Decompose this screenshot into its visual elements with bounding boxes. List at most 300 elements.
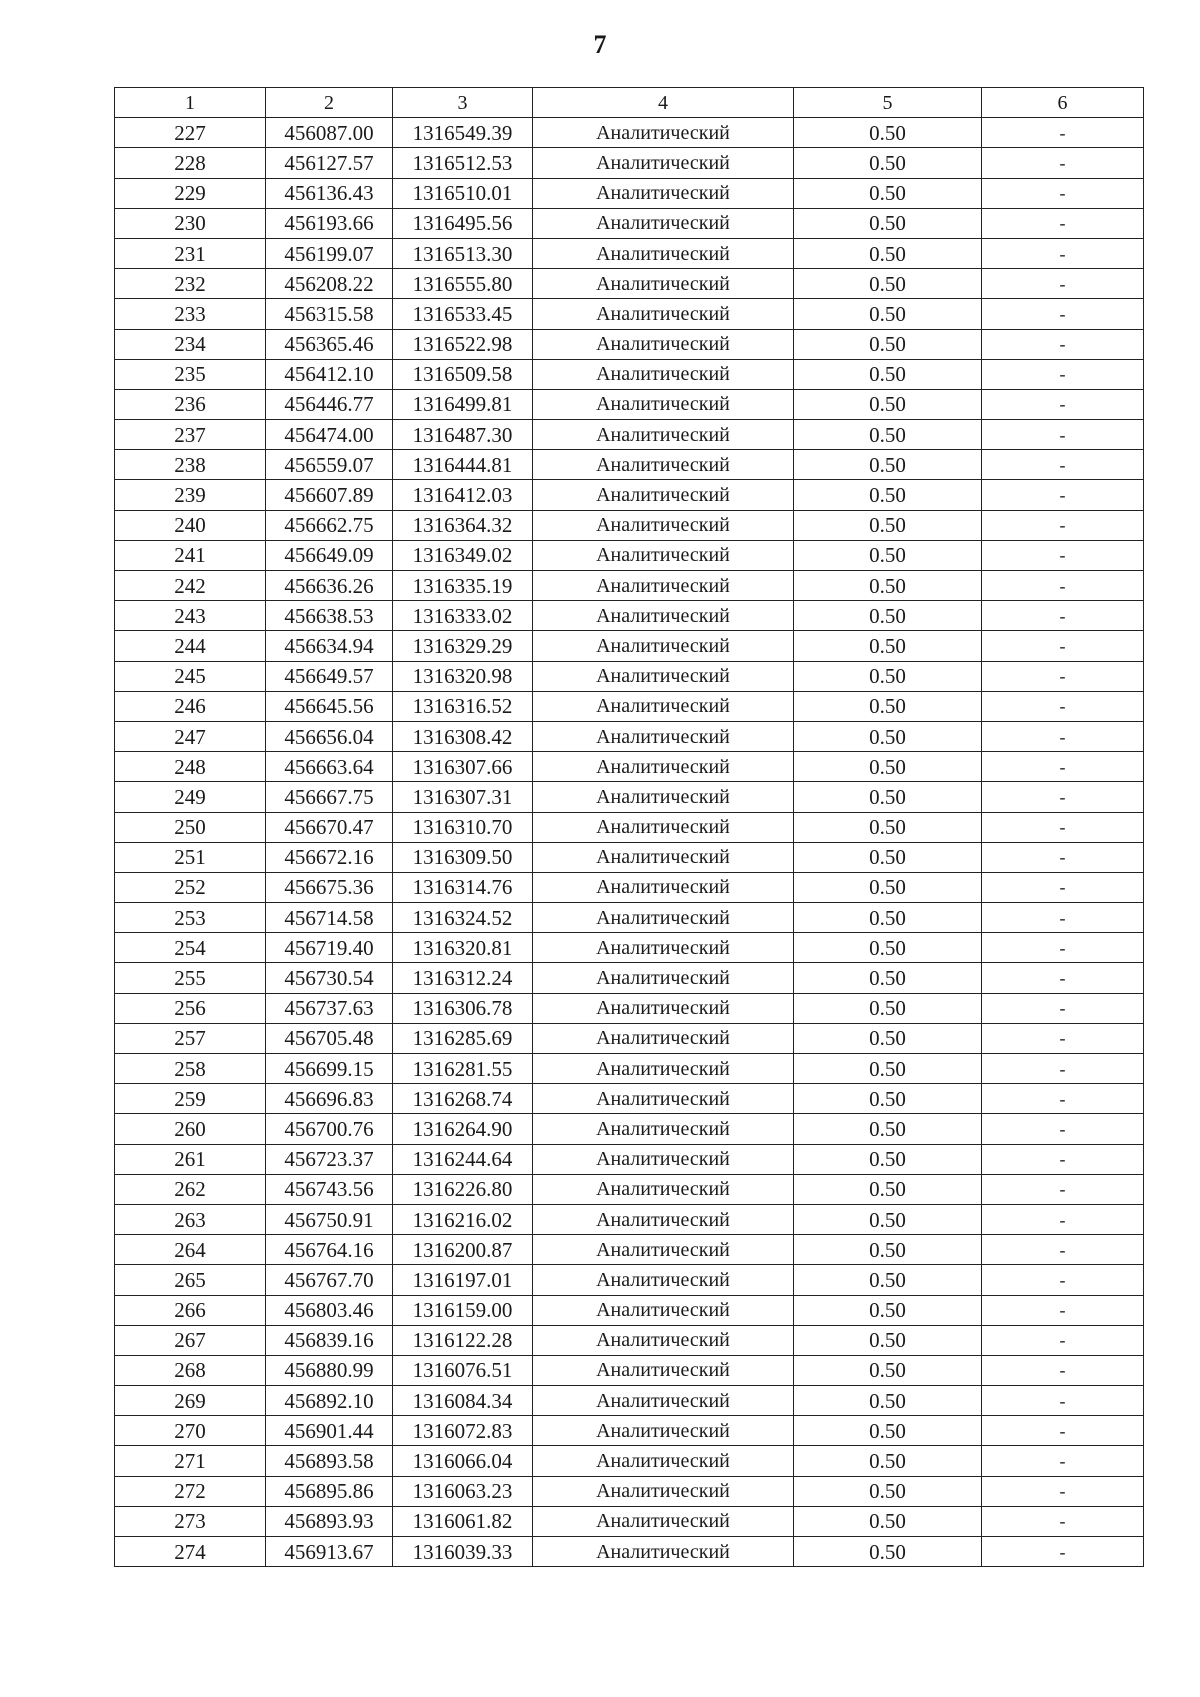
- y-coordinate-cell: 1316084.34: [393, 1386, 533, 1416]
- note-cell: -: [982, 208, 1144, 238]
- column-header: 2: [266, 88, 393, 118]
- method-cell: Аналитический: [533, 1537, 794, 1567]
- x-coordinate-cell: 456892.10: [266, 1386, 393, 1416]
- table-row: [115, 208, 1144, 238]
- accuracy-cell: 0.50: [794, 389, 982, 419]
- x-coordinate-cell: 456672.16: [266, 842, 393, 872]
- point-number-cell: 263: [115, 1204, 266, 1234]
- y-coordinate-cell: 1316509.58: [393, 359, 533, 389]
- table-row: [115, 571, 1144, 601]
- point-number-cell: 265: [115, 1265, 266, 1295]
- x-coordinate-cell: 456136.43: [266, 178, 393, 208]
- x-coordinate-cell: 456559.07: [266, 450, 393, 480]
- point-number-cell: 241: [115, 540, 266, 570]
- y-coordinate-cell: 1316510.01: [393, 178, 533, 208]
- accuracy-cell: 0.50: [794, 359, 982, 389]
- x-coordinate-cell: 456656.04: [266, 721, 393, 751]
- point-number-cell: 247: [115, 721, 266, 751]
- x-coordinate-cell: 456649.09: [266, 540, 393, 570]
- method-cell: Аналитический: [533, 782, 794, 812]
- note-cell: -: [982, 812, 1144, 842]
- point-number-cell: 234: [115, 329, 266, 359]
- note-cell: -: [982, 903, 1144, 933]
- x-coordinate-cell: 456839.16: [266, 1325, 393, 1355]
- x-coordinate-cell: 456723.37: [266, 1144, 393, 1174]
- note-cell: -: [982, 1144, 1144, 1174]
- y-coordinate-cell: 1316495.56: [393, 208, 533, 238]
- note-cell: -: [982, 963, 1144, 993]
- method-cell: Аналитический: [533, 1416, 794, 1446]
- point-number-cell: 232: [115, 269, 266, 299]
- y-coordinate-cell: 1316320.98: [393, 661, 533, 691]
- accuracy-cell: 0.50: [794, 1295, 982, 1325]
- table-row: [115, 1537, 1144, 1567]
- y-coordinate-cell: 1316349.02: [393, 540, 533, 570]
- method-cell: Аналитический: [533, 963, 794, 993]
- table-row: [115, 299, 1144, 329]
- column-header: 5: [794, 88, 982, 118]
- point-number-cell: 244: [115, 631, 266, 661]
- x-coordinate-cell: 456645.56: [266, 691, 393, 721]
- note-cell: -: [982, 1386, 1144, 1416]
- accuracy-cell: 0.50: [794, 1084, 982, 1114]
- x-coordinate-cell: 456636.26: [266, 571, 393, 601]
- table-row: [115, 1235, 1144, 1265]
- note-cell: -: [982, 1355, 1144, 1385]
- point-number-cell: 259: [115, 1084, 266, 1114]
- method-cell: Аналитический: [533, 208, 794, 238]
- y-coordinate-cell: 1316487.30: [393, 420, 533, 450]
- y-coordinate-cell: 1316281.55: [393, 1054, 533, 1084]
- method-cell: Аналитический: [533, 752, 794, 782]
- method-cell: Аналитический: [533, 993, 794, 1023]
- method-cell: Аналитический: [533, 1506, 794, 1536]
- table-row: [115, 1023, 1144, 1053]
- table-row: [115, 118, 1144, 148]
- accuracy-cell: 0.50: [794, 631, 982, 661]
- table-row: [115, 329, 1144, 359]
- accuracy-cell: 0.50: [794, 178, 982, 208]
- x-coordinate-cell: 456719.40: [266, 933, 393, 963]
- method-cell: Аналитический: [533, 601, 794, 631]
- accuracy-cell: 0.50: [794, 661, 982, 691]
- x-coordinate-cell: 456087.00: [266, 118, 393, 148]
- point-number-cell: 268: [115, 1355, 266, 1385]
- x-coordinate-cell: 456696.83: [266, 1084, 393, 1114]
- method-cell: Аналитический: [533, 389, 794, 419]
- method-cell: Аналитический: [533, 872, 794, 902]
- method-cell: Аналитический: [533, 1144, 794, 1174]
- point-number-cell: 243: [115, 601, 266, 631]
- y-coordinate-cell: 1316316.52: [393, 691, 533, 721]
- method-cell: Аналитический: [533, 1084, 794, 1114]
- note-cell: -: [982, 721, 1144, 751]
- y-coordinate-cell: 1316308.42: [393, 721, 533, 751]
- point-number-cell: 250: [115, 812, 266, 842]
- x-coordinate-cell: 456893.93: [266, 1506, 393, 1536]
- accuracy-cell: 0.50: [794, 1506, 982, 1536]
- y-coordinate-cell: 1316306.78: [393, 993, 533, 1023]
- accuracy-cell: 0.50: [794, 1265, 982, 1295]
- x-coordinate-cell: 456412.10: [266, 359, 393, 389]
- table-row: [115, 691, 1144, 721]
- accuracy-cell: 0.50: [794, 1235, 982, 1265]
- method-cell: Аналитический: [533, 1355, 794, 1385]
- accuracy-cell: 0.50: [794, 1054, 982, 1084]
- note-cell: -: [982, 782, 1144, 812]
- method-cell: Аналитический: [533, 329, 794, 359]
- table-row: [115, 1114, 1144, 1144]
- table-body: [115, 118, 1144, 1567]
- table-row: [115, 1506, 1144, 1536]
- note-cell: -: [982, 480, 1144, 510]
- y-coordinate-cell: 1316513.30: [393, 238, 533, 268]
- point-number-cell: 258: [115, 1054, 266, 1084]
- note-cell: -: [982, 631, 1144, 661]
- x-coordinate-cell: 456675.36: [266, 872, 393, 902]
- point-number-cell: 272: [115, 1476, 266, 1506]
- y-coordinate-cell: 1316200.87: [393, 1235, 533, 1265]
- point-number-cell: 253: [115, 903, 266, 933]
- note-cell: -: [982, 1084, 1144, 1114]
- point-number-cell: 237: [115, 420, 266, 450]
- table-row: [115, 842, 1144, 872]
- table-row: [115, 993, 1144, 1023]
- y-coordinate-cell: 1316333.02: [393, 601, 533, 631]
- point-number-cell: 255: [115, 963, 266, 993]
- y-coordinate-cell: 1316320.81: [393, 933, 533, 963]
- table-row: [115, 872, 1144, 902]
- x-coordinate-cell: 456705.48: [266, 1023, 393, 1053]
- point-number-cell: 262: [115, 1174, 266, 1204]
- note-cell: -: [982, 752, 1144, 782]
- y-coordinate-cell: 1316312.24: [393, 963, 533, 993]
- note-cell: -: [982, 1537, 1144, 1567]
- note-cell: -: [982, 1416, 1144, 1446]
- y-coordinate-cell: 1316555.80: [393, 269, 533, 299]
- y-coordinate-cell: 1316244.64: [393, 1144, 533, 1174]
- note-cell: -: [982, 540, 1144, 570]
- note-cell: -: [982, 1023, 1144, 1053]
- table-row: [115, 1295, 1144, 1325]
- x-coordinate-cell: 456730.54: [266, 963, 393, 993]
- y-coordinate-cell: 1316061.82: [393, 1506, 533, 1536]
- y-coordinate-cell: 1316412.03: [393, 480, 533, 510]
- table-row: [115, 1325, 1144, 1355]
- note-cell: -: [982, 601, 1144, 631]
- x-coordinate-cell: 456764.16: [266, 1235, 393, 1265]
- accuracy-cell: 0.50: [794, 933, 982, 963]
- accuracy-cell: 0.50: [794, 1446, 982, 1476]
- method-cell: Аналитический: [533, 1114, 794, 1144]
- y-coordinate-cell: 1316072.83: [393, 1416, 533, 1446]
- note-cell: -: [982, 359, 1144, 389]
- point-number-cell: 238: [115, 450, 266, 480]
- note-cell: -: [982, 842, 1144, 872]
- method-cell: Аналитический: [533, 1476, 794, 1506]
- x-coordinate-cell: 456649.57: [266, 661, 393, 691]
- accuracy-cell: 0.50: [794, 872, 982, 902]
- note-cell: -: [982, 1114, 1144, 1144]
- column-header: 3: [393, 88, 533, 118]
- x-coordinate-cell: 456737.63: [266, 993, 393, 1023]
- accuracy-cell: 0.50: [794, 299, 982, 329]
- accuracy-cell: 0.50: [794, 903, 982, 933]
- note-cell: -: [982, 661, 1144, 691]
- table-row: [115, 540, 1144, 570]
- note-cell: -: [982, 389, 1144, 419]
- x-coordinate-cell: 456193.66: [266, 208, 393, 238]
- x-coordinate-cell: 456803.46: [266, 1295, 393, 1325]
- accuracy-cell: 0.50: [794, 148, 982, 178]
- table-row: [115, 450, 1144, 480]
- method-cell: Аналитический: [533, 1446, 794, 1476]
- point-number-cell: 240: [115, 510, 266, 540]
- accuracy-cell: 0.50: [794, 1114, 982, 1144]
- y-coordinate-cell: 1316216.02: [393, 1204, 533, 1234]
- accuracy-cell: 0.50: [794, 118, 982, 148]
- method-cell: Аналитический: [533, 148, 794, 178]
- accuracy-cell: 0.50: [794, 1386, 982, 1416]
- note-cell: -: [982, 420, 1144, 450]
- accuracy-cell: 0.50: [794, 480, 982, 510]
- point-number-cell: 261: [115, 1144, 266, 1174]
- method-cell: Аналитический: [533, 118, 794, 148]
- accuracy-cell: 0.50: [794, 208, 982, 238]
- table-row: [115, 1386, 1144, 1416]
- table-row: [115, 631, 1144, 661]
- table-row: [115, 1084, 1144, 1114]
- y-coordinate-cell: 1316122.28: [393, 1325, 533, 1355]
- accuracy-cell: 0.50: [794, 1204, 982, 1234]
- point-number-cell: 227: [115, 118, 266, 148]
- x-coordinate-cell: 456700.76: [266, 1114, 393, 1144]
- point-number-cell: 248: [115, 752, 266, 782]
- point-number-cell: 273: [115, 1506, 266, 1536]
- note-cell: -: [982, 691, 1144, 721]
- method-cell: Аналитический: [533, 1023, 794, 1053]
- table-row: [115, 1446, 1144, 1476]
- y-coordinate-cell: 1316285.69: [393, 1023, 533, 1053]
- point-number-cell: 235: [115, 359, 266, 389]
- method-cell: Аналитический: [533, 691, 794, 721]
- y-coordinate-cell: 1316364.32: [393, 510, 533, 540]
- x-coordinate-cell: 456893.58: [266, 1446, 393, 1476]
- accuracy-cell: 0.50: [794, 1174, 982, 1204]
- table-row: [115, 359, 1144, 389]
- accuracy-cell: 0.50: [794, 812, 982, 842]
- column-header: 1: [115, 88, 266, 118]
- method-cell: Аналитический: [533, 450, 794, 480]
- x-coordinate-cell: 456663.64: [266, 752, 393, 782]
- point-number-cell: 230: [115, 208, 266, 238]
- x-coordinate-cell: 456670.47: [266, 812, 393, 842]
- table-row: [115, 1416, 1144, 1446]
- note-cell: -: [982, 1265, 1144, 1295]
- accuracy-cell: 0.50: [794, 721, 982, 751]
- coordinates-table: [114, 87, 1144, 1567]
- accuracy-cell: 0.50: [794, 329, 982, 359]
- note-cell: -: [982, 510, 1144, 540]
- accuracy-cell: 0.50: [794, 540, 982, 570]
- x-coordinate-cell: 456315.58: [266, 299, 393, 329]
- table-header-row: [115, 88, 1144, 118]
- note-cell: -: [982, 118, 1144, 148]
- point-number-cell: 249: [115, 782, 266, 812]
- method-cell: Аналитический: [533, 1174, 794, 1204]
- method-cell: Аналитический: [533, 1325, 794, 1355]
- method-cell: Аналитический: [533, 721, 794, 751]
- table-row: [115, 1265, 1144, 1295]
- method-cell: Аналитический: [533, 480, 794, 510]
- accuracy-cell: 0.50: [794, 571, 982, 601]
- x-coordinate-cell: 456895.86: [266, 1476, 393, 1506]
- note-cell: -: [982, 1506, 1144, 1536]
- y-coordinate-cell: 1316444.81: [393, 450, 533, 480]
- point-number-cell: 239: [115, 480, 266, 510]
- table-row: [115, 1144, 1144, 1174]
- x-coordinate-cell: 456714.58: [266, 903, 393, 933]
- note-cell: -: [982, 993, 1144, 1023]
- method-cell: Аналитический: [533, 1204, 794, 1234]
- x-coordinate-cell: 456699.15: [266, 1054, 393, 1084]
- y-coordinate-cell: 1316307.66: [393, 752, 533, 782]
- x-coordinate-cell: 456474.00: [266, 420, 393, 450]
- note-cell: -: [982, 1235, 1144, 1265]
- y-coordinate-cell: 1316329.29: [393, 631, 533, 661]
- method-cell: Аналитический: [533, 1054, 794, 1084]
- accuracy-cell: 0.50: [794, 1355, 982, 1385]
- x-coordinate-cell: 456446.77: [266, 389, 393, 419]
- y-coordinate-cell: 1316533.45: [393, 299, 533, 329]
- method-cell: Аналитический: [533, 812, 794, 842]
- method-cell: Аналитический: [533, 571, 794, 601]
- point-number-cell: 270: [115, 1416, 266, 1446]
- point-number-cell: 274: [115, 1537, 266, 1567]
- y-coordinate-cell: 1316264.90: [393, 1114, 533, 1144]
- point-number-cell: 252: [115, 872, 266, 902]
- table-row: [115, 721, 1144, 751]
- method-cell: Аналитический: [533, 510, 794, 540]
- y-coordinate-cell: 1316309.50: [393, 842, 533, 872]
- point-number-cell: 246: [115, 691, 266, 721]
- table-row: [115, 661, 1144, 691]
- table-row: [115, 148, 1144, 178]
- table-row: [115, 812, 1144, 842]
- y-coordinate-cell: 1316197.01: [393, 1265, 533, 1295]
- y-coordinate-cell: 1316063.23: [393, 1476, 533, 1506]
- table-row: [115, 1054, 1144, 1084]
- note-cell: -: [982, 148, 1144, 178]
- accuracy-cell: 0.50: [794, 691, 982, 721]
- y-coordinate-cell: 1316039.33: [393, 1537, 533, 1567]
- x-coordinate-cell: 456365.46: [266, 329, 393, 359]
- table-row: [115, 1476, 1144, 1506]
- point-number-cell: 257: [115, 1023, 266, 1053]
- point-number-cell: 271: [115, 1446, 266, 1476]
- method-cell: Аналитический: [533, 1295, 794, 1325]
- note-cell: -: [982, 571, 1144, 601]
- method-cell: Аналитический: [533, 903, 794, 933]
- method-cell: Аналитический: [533, 299, 794, 329]
- x-coordinate-cell: 456880.99: [266, 1355, 393, 1385]
- x-coordinate-cell: 456607.89: [266, 480, 393, 510]
- point-number-cell: 256: [115, 993, 266, 1023]
- note-cell: -: [982, 238, 1144, 268]
- point-number-cell: 267: [115, 1325, 266, 1355]
- table-row: [115, 510, 1144, 540]
- y-coordinate-cell: 1316512.53: [393, 148, 533, 178]
- table-row: [115, 420, 1144, 450]
- y-coordinate-cell: 1316268.74: [393, 1084, 533, 1114]
- table-row: [115, 933, 1144, 963]
- x-coordinate-cell: 456208.22: [266, 269, 393, 299]
- accuracy-cell: 0.50: [794, 601, 982, 631]
- accuracy-cell: 0.50: [794, 510, 982, 540]
- method-cell: Аналитический: [533, 631, 794, 661]
- y-coordinate-cell: 1316310.70: [393, 812, 533, 842]
- y-coordinate-cell: 1316066.04: [393, 1446, 533, 1476]
- method-cell: Аналитический: [533, 661, 794, 691]
- point-number-cell: 231: [115, 238, 266, 268]
- column-header: 6: [982, 88, 1144, 118]
- y-coordinate-cell: 1316314.76: [393, 872, 533, 902]
- point-number-cell: 233: [115, 299, 266, 329]
- accuracy-cell: 0.50: [794, 269, 982, 299]
- method-cell: Аналитический: [533, 420, 794, 450]
- note-cell: -: [982, 299, 1144, 329]
- x-coordinate-cell: 456662.75: [266, 510, 393, 540]
- x-coordinate-cell: 456127.57: [266, 148, 393, 178]
- note-cell: -: [982, 933, 1144, 963]
- y-coordinate-cell: 1316522.98: [393, 329, 533, 359]
- point-number-cell: 269: [115, 1386, 266, 1416]
- y-coordinate-cell: 1316076.51: [393, 1355, 533, 1385]
- method-cell: Аналитический: [533, 269, 794, 299]
- x-coordinate-cell: 456913.67: [266, 1537, 393, 1567]
- accuracy-cell: 0.50: [794, 782, 982, 812]
- point-number-cell: 264: [115, 1235, 266, 1265]
- note-cell: -: [982, 269, 1144, 299]
- accuracy-cell: 0.50: [794, 1325, 982, 1355]
- method-cell: Аналитический: [533, 1386, 794, 1416]
- accuracy-cell: 0.50: [794, 420, 982, 450]
- y-coordinate-cell: 1316226.80: [393, 1174, 533, 1204]
- table-row: [115, 1174, 1144, 1204]
- point-number-cell: 228: [115, 148, 266, 178]
- note-cell: -: [982, 1446, 1144, 1476]
- method-cell: Аналитический: [533, 842, 794, 872]
- accuracy-cell: 0.50: [794, 238, 982, 268]
- note-cell: -: [982, 1204, 1144, 1234]
- table-row: [115, 782, 1144, 812]
- y-coordinate-cell: 1316335.19: [393, 571, 533, 601]
- point-number-cell: 266: [115, 1295, 266, 1325]
- table-row: [115, 238, 1144, 268]
- table-row: [115, 1204, 1144, 1234]
- accuracy-cell: 0.50: [794, 1023, 982, 1053]
- table-row: [115, 1355, 1144, 1385]
- method-cell: Аналитический: [533, 178, 794, 208]
- x-coordinate-cell: 456901.44: [266, 1416, 393, 1446]
- method-cell: Аналитический: [533, 540, 794, 570]
- note-cell: -: [982, 329, 1144, 359]
- method-cell: Аналитический: [533, 238, 794, 268]
- y-coordinate-cell: 1316499.81: [393, 389, 533, 419]
- y-coordinate-cell: 1316159.00: [393, 1295, 533, 1325]
- accuracy-cell: 0.50: [794, 1537, 982, 1567]
- page-number: 7: [593, 30, 607, 59]
